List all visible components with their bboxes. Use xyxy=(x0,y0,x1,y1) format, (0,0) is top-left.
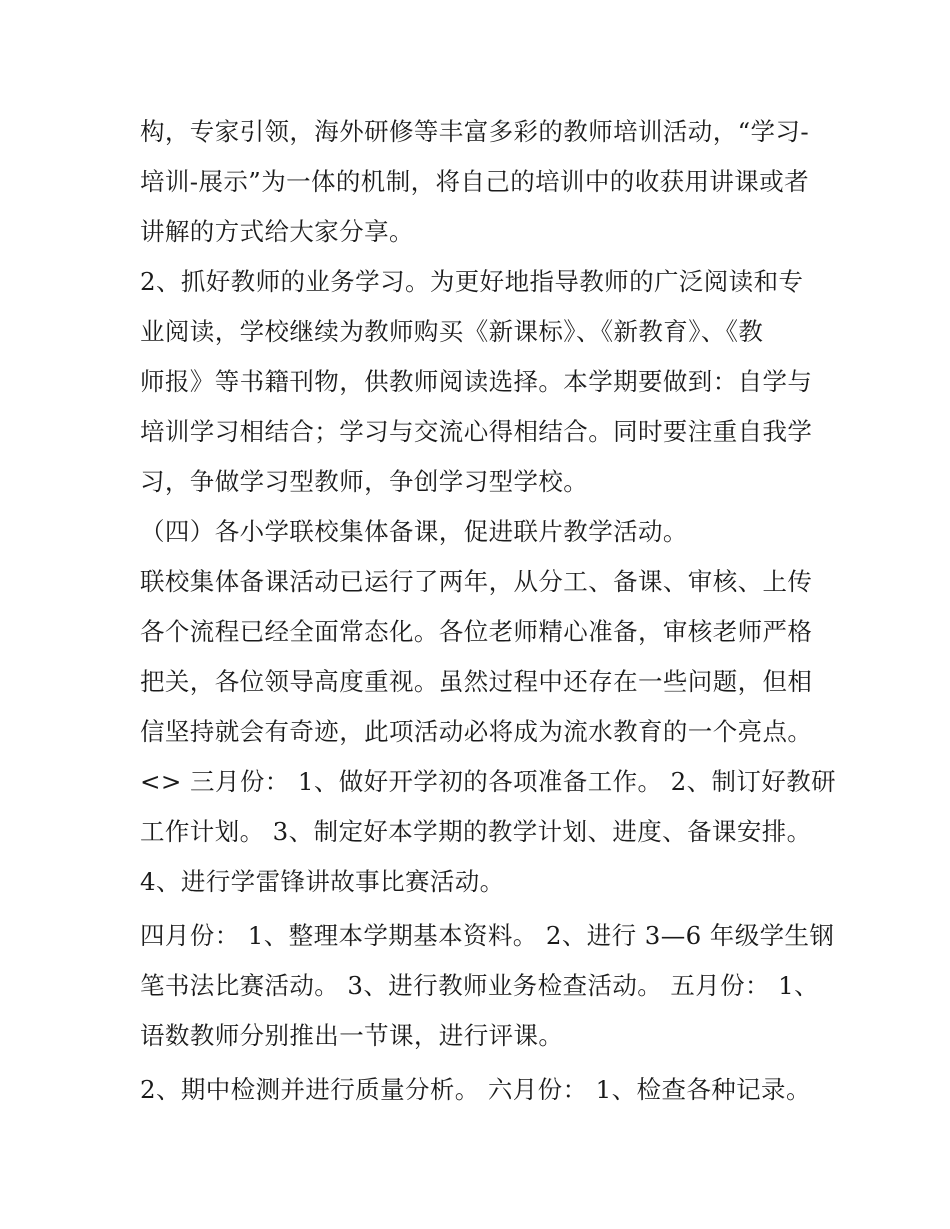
text-line: 语数教师分别推出一节课，进行评课。 xyxy=(140,1021,564,1050)
text-line: <> 三月份： 1、做好开学初的各项准备工作。 2、制订好教研 xyxy=(140,767,836,796)
text-line: 师报》等书籍刊物，供教师阅读选择。本学期要做到：自学与 xyxy=(140,367,813,396)
text-line: 笔书法比赛活动。 3、进行教师业务检查活动。 五月份： 1、 xyxy=(140,971,820,1000)
text-line: 培训学习相结合；学习与交流心得相结合。同时要注重自我学 xyxy=(140,417,813,446)
text-line: 构，专家引领，海外研修等丰富多彩的教师培训活动，“学习- xyxy=(140,117,810,146)
section-heading: （四）各小学联校集体备课，促进联片教学活动。 xyxy=(140,517,688,546)
text-line: 2、期中检测并进行质量分析。 六月份： 1、检查各种记录。 xyxy=(140,1075,811,1104)
text-line: 四月份： 1、整理本学期基本资料。 2、进行 3—6 年级学生钢 xyxy=(140,921,835,950)
text-line: 联校集体备课活动已运行了两年，从分工、备课、审核、上传 xyxy=(140,567,813,596)
text-line: 信坚持就会有奇迹，此项活动必将成为流水教育的一个亮点。 xyxy=(140,717,813,746)
text-line: 业阅读，学校继续为教师购买《新课标》、《新教育》、《教 xyxy=(140,317,764,346)
text-line: 4、进行学雷锋讲故事比赛活动。 xyxy=(140,867,505,896)
text-line: 2、抓好教师的业务学习。为更好地指导教师的广泛阅读和专 xyxy=(140,267,804,296)
text-line: 培训-展示”为一体的机制，将自己的培训中的收获用讲课或者 xyxy=(140,167,810,196)
text-line: 各个流程已经全面常态化。各位老师精心准备，审核老师严格 xyxy=(140,617,813,646)
text-line: 习，争做学习型教师，争创学习型学校。 xyxy=(140,467,589,496)
document-body xyxy=(140,107,836,1115)
text-line: 讲解的方式给大家分享。 xyxy=(140,217,414,246)
text-line: 工作计划。 3、制定好本学期的教学计划、进度、备课安排。 xyxy=(140,817,812,846)
text-line: 把关，各位领导高度重视。虽然过程中还存在一些问题，但相 xyxy=(140,667,813,696)
